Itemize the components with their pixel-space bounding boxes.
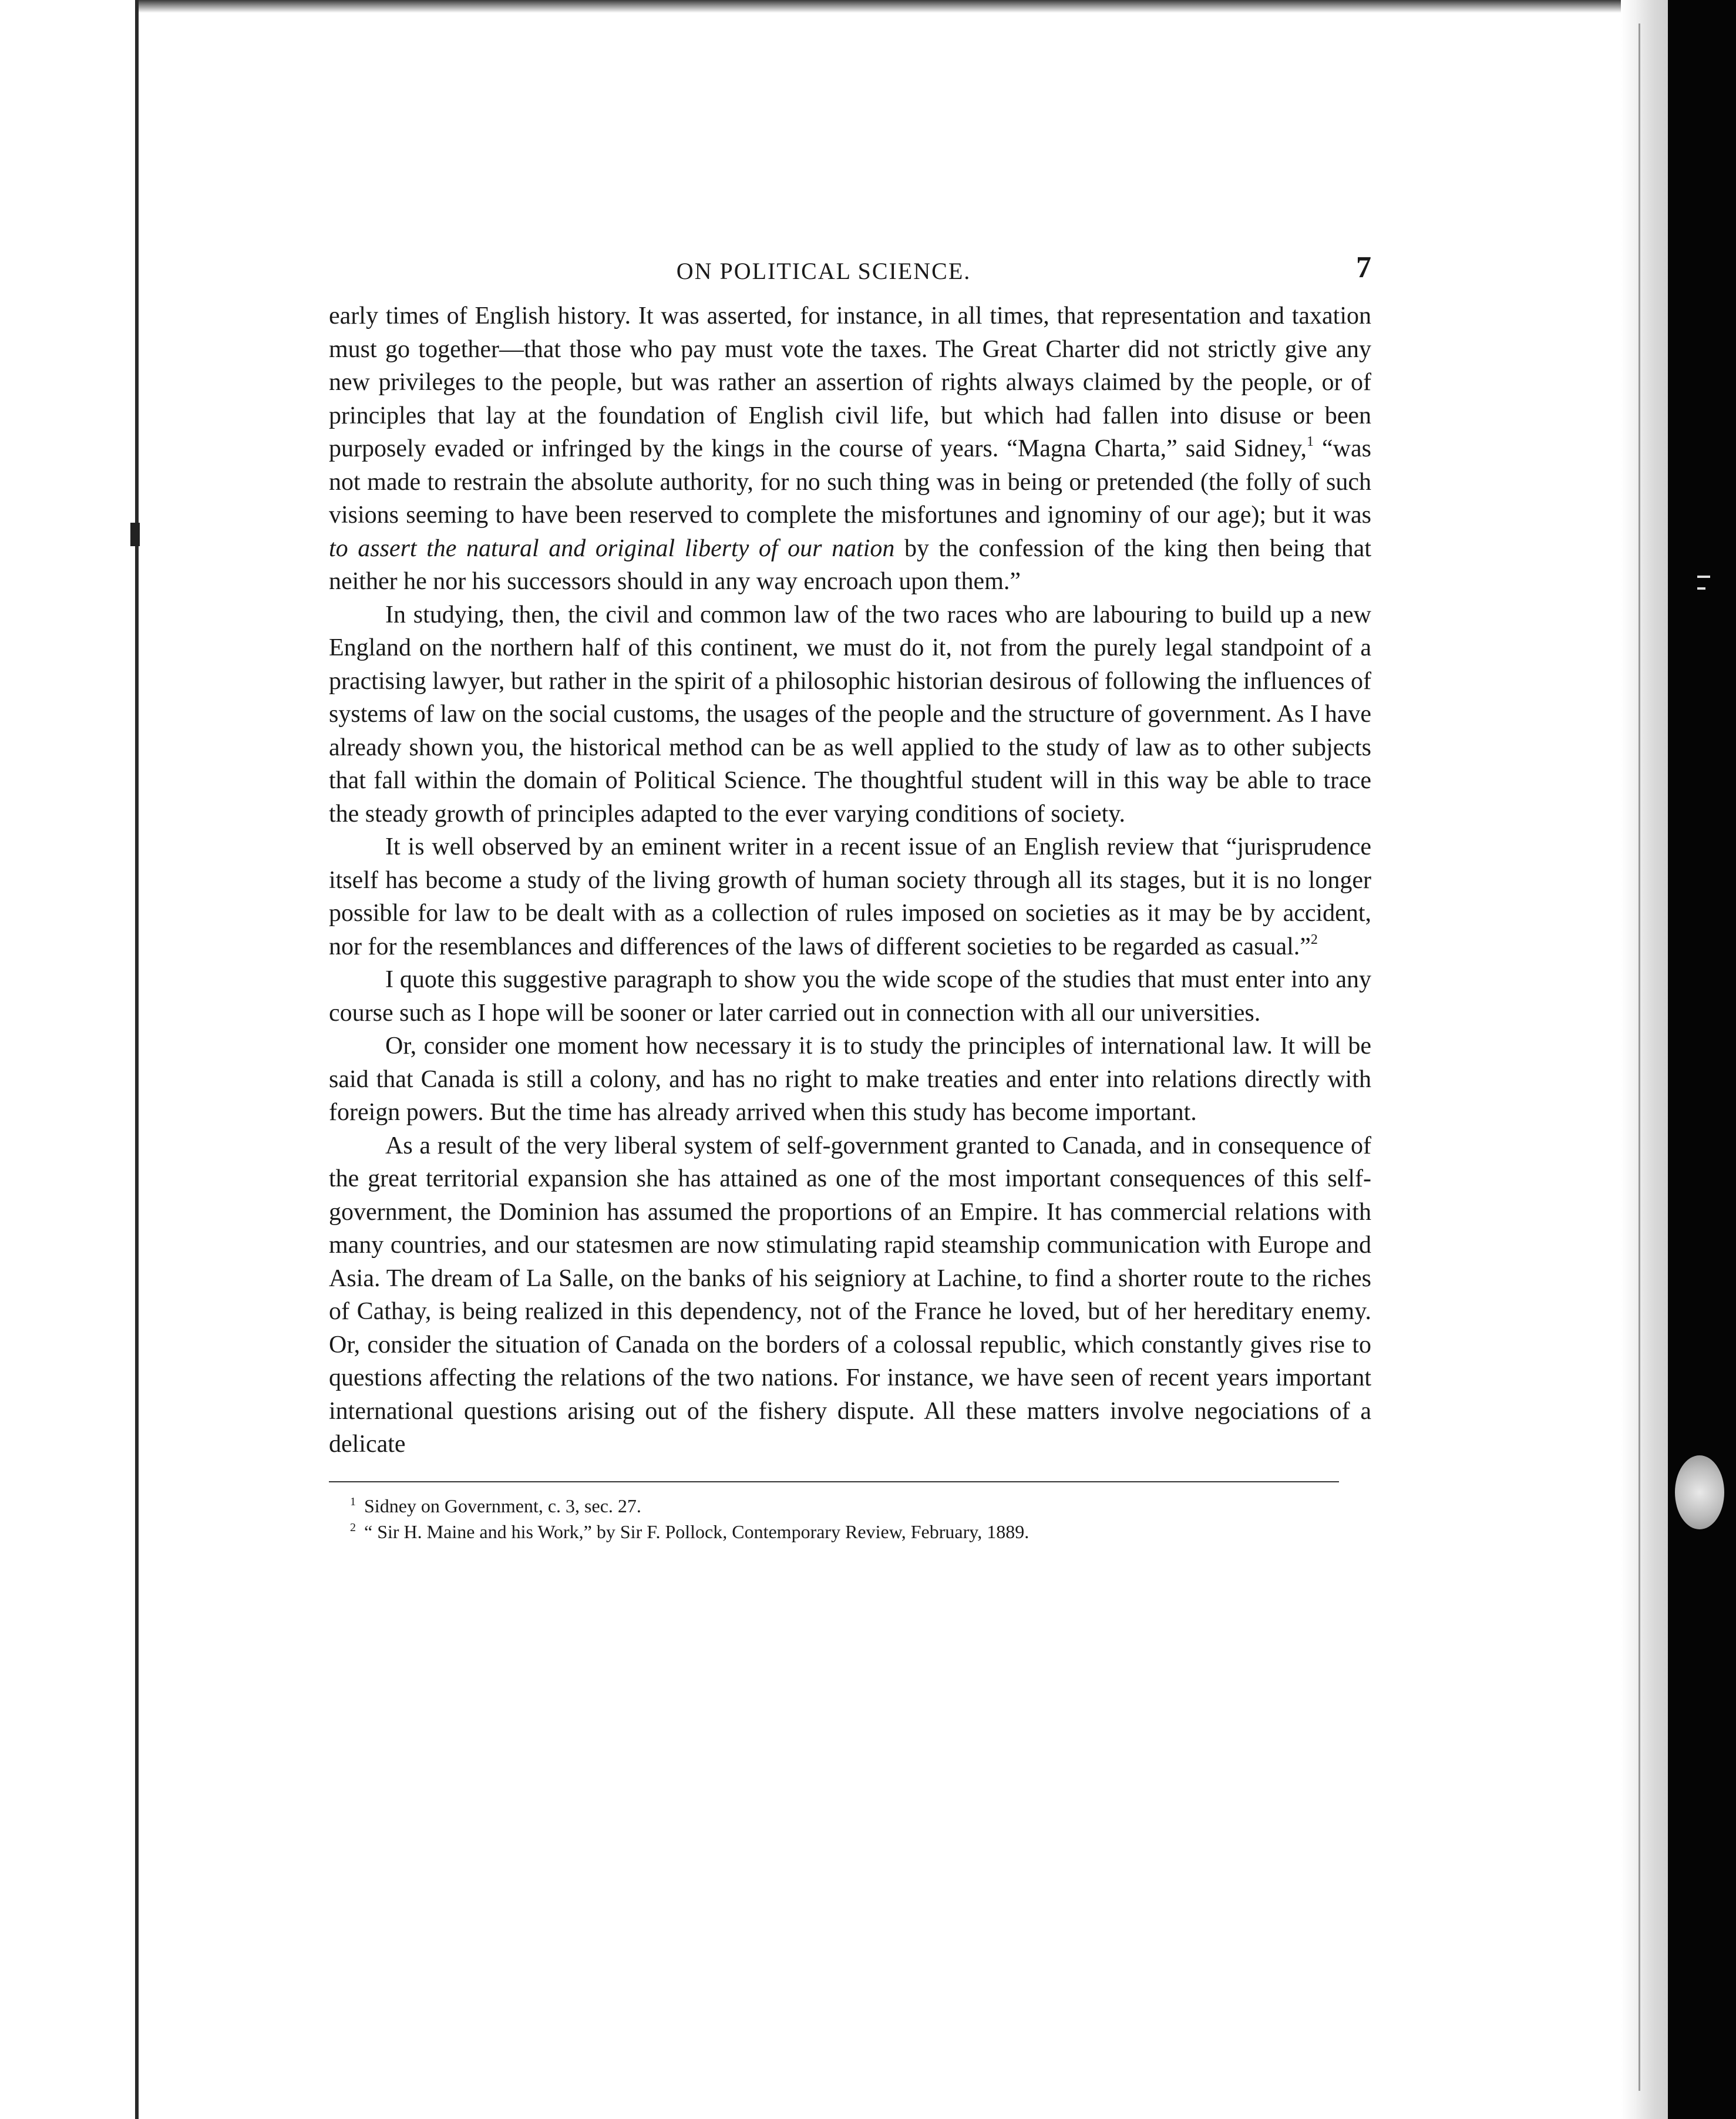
- paragraph: As a result of the very liberal system of self-government granted to Canada, and in consequence of the great territorial expansion she has attained as one of the most important consequences of this self-government, the Dominion has assumed the proportions of an Empire. It has commercial relations with many countries, and our statesmen are now stimulating rapid steamship communication with Europe and Asia. The dream of La Salle, on the banks of his seigniory at Lachine, to find a shorter route to the riches of Cathay, is being realized in this dependency, not of the France he loved, but of her hereditary enemy. Or, consider the situation of Canada on the borders of a colossal republic, which constantly gives rise to questions affecting the relations of the two nations. For instance, we have seen of recent years important international questions arising out of the fishery dispute. All these matters involve negociations of a delicate: [329, 1132, 1371, 1458]
- emphasis-text: to assert the natural and original liberty of our nation: [329, 534, 895, 562]
- paragraph: [329, 300, 1371, 598]
- footnote-ref: 2: [1310, 931, 1318, 947]
- binding-rule: [135, 0, 139, 2119]
- footnote-rule: [329, 1481, 1339, 1482]
- running-title: ON POLITICAL SCIENCE.: [676, 258, 971, 284]
- footnote-text: Sidney on Government, c. 3, sec. 27.: [364, 1495, 641, 1516]
- footnote: [329, 1519, 1371, 1545]
- binding-hole: [1675, 1455, 1724, 1529]
- body-text: [329, 300, 1371, 1461]
- footnote-text: “ Sir H. Maine and his Work,” by Sir F. Pollock, Contemporary Review, February, 1889.: [364, 1521, 1030, 1542]
- margin-tick: [1697, 587, 1705, 590]
- footnotes: [329, 1493, 1371, 1545]
- paragraph: Or, consider one moment how necessary it is to study the principles of international law. It will be said that Canada is still a colony, and has no right to make treaties and enter into relations directly with foreign powers. But the time has already arrived when this study has become important.: [329, 1032, 1371, 1126]
- footnote-mark: 2: [350, 1521, 356, 1534]
- running-head: [329, 247, 1371, 300]
- page-edge-line: [1639, 23, 1640, 2091]
- scan-margin: [1668, 0, 1736, 2119]
- page-number: 7: [1356, 251, 1371, 284]
- top-page-edge: [139, 0, 1666, 13]
- footnote-mark: 1: [350, 1495, 356, 1508]
- paragraph-text: “was not made to restrain the absolute authority, for no such thing was in being or pretended (the folly of such visions seeming to have been reserved to complete the misfortunes and ignominy of our age); but it was: [329, 435, 1371, 529]
- right-page-edge: [1621, 0, 1668, 2119]
- paragraph-text: It is well observed by an eminent writer in a recent issue of an English review that “jurisprudence itself has become a study of the living growth of human society through all its stages, but it is no longer possible for law to be dealt with as a collection of rules imposed on societies as it may be by accident, nor for the resemblances and differences of the laws of different societies to be regarded as casual.”: [329, 833, 1371, 960]
- paragraph-text: by the confession of the king then being that neither he nor his successors should in any way encroach upon them.”: [329, 534, 1371, 595]
- paragraph: I quote this suggestive paragraph to show you the wide scope of the studies that must enter into any course such as I hope will be sooner or later carried out in connection with all our universities.: [329, 966, 1371, 1027]
- paragraph: [329, 830, 1371, 963]
- page-content: [329, 247, 1371, 1545]
- footnote: [329, 1493, 1371, 1519]
- paragraph-text: early times of English history. It was asserted, for instance, in all times, that representation and taxation must go together—that those who pay must vote the taxes. The Great Charter did not strictly give any new privileges to the people, but was rather an assertion of rights always claimed by the people, or of principles that lay at the foundation of English civil life, but which had fallen into disuse or been purposely evaded or infringed by the kings in the course of years. “Magna Charta,” said Sidney,: [329, 302, 1371, 462]
- margin-tick: [1697, 576, 1710, 578]
- footnote-ref: 1: [1306, 434, 1314, 449]
- binding-mark: [130, 523, 140, 546]
- paragraph: In studying, then, the civil and common law of the two races who are labouring to build up a new England on the northern half of this continent, we must do it, not from the purely legal standpoint of a practising lawyer, but rather in the spirit of a philosophic historian desirous of following the influences of systems of law on the social customs, the usages of the people and the structure of government. As I have already shown you, the historical method can be as well applied to the study of law as to other subjects that fall within the domain of Political Science. The thoughtful student will in this way be able to trace the steady growth of principles adapted to the ever varying conditions of society.: [329, 601, 1371, 828]
